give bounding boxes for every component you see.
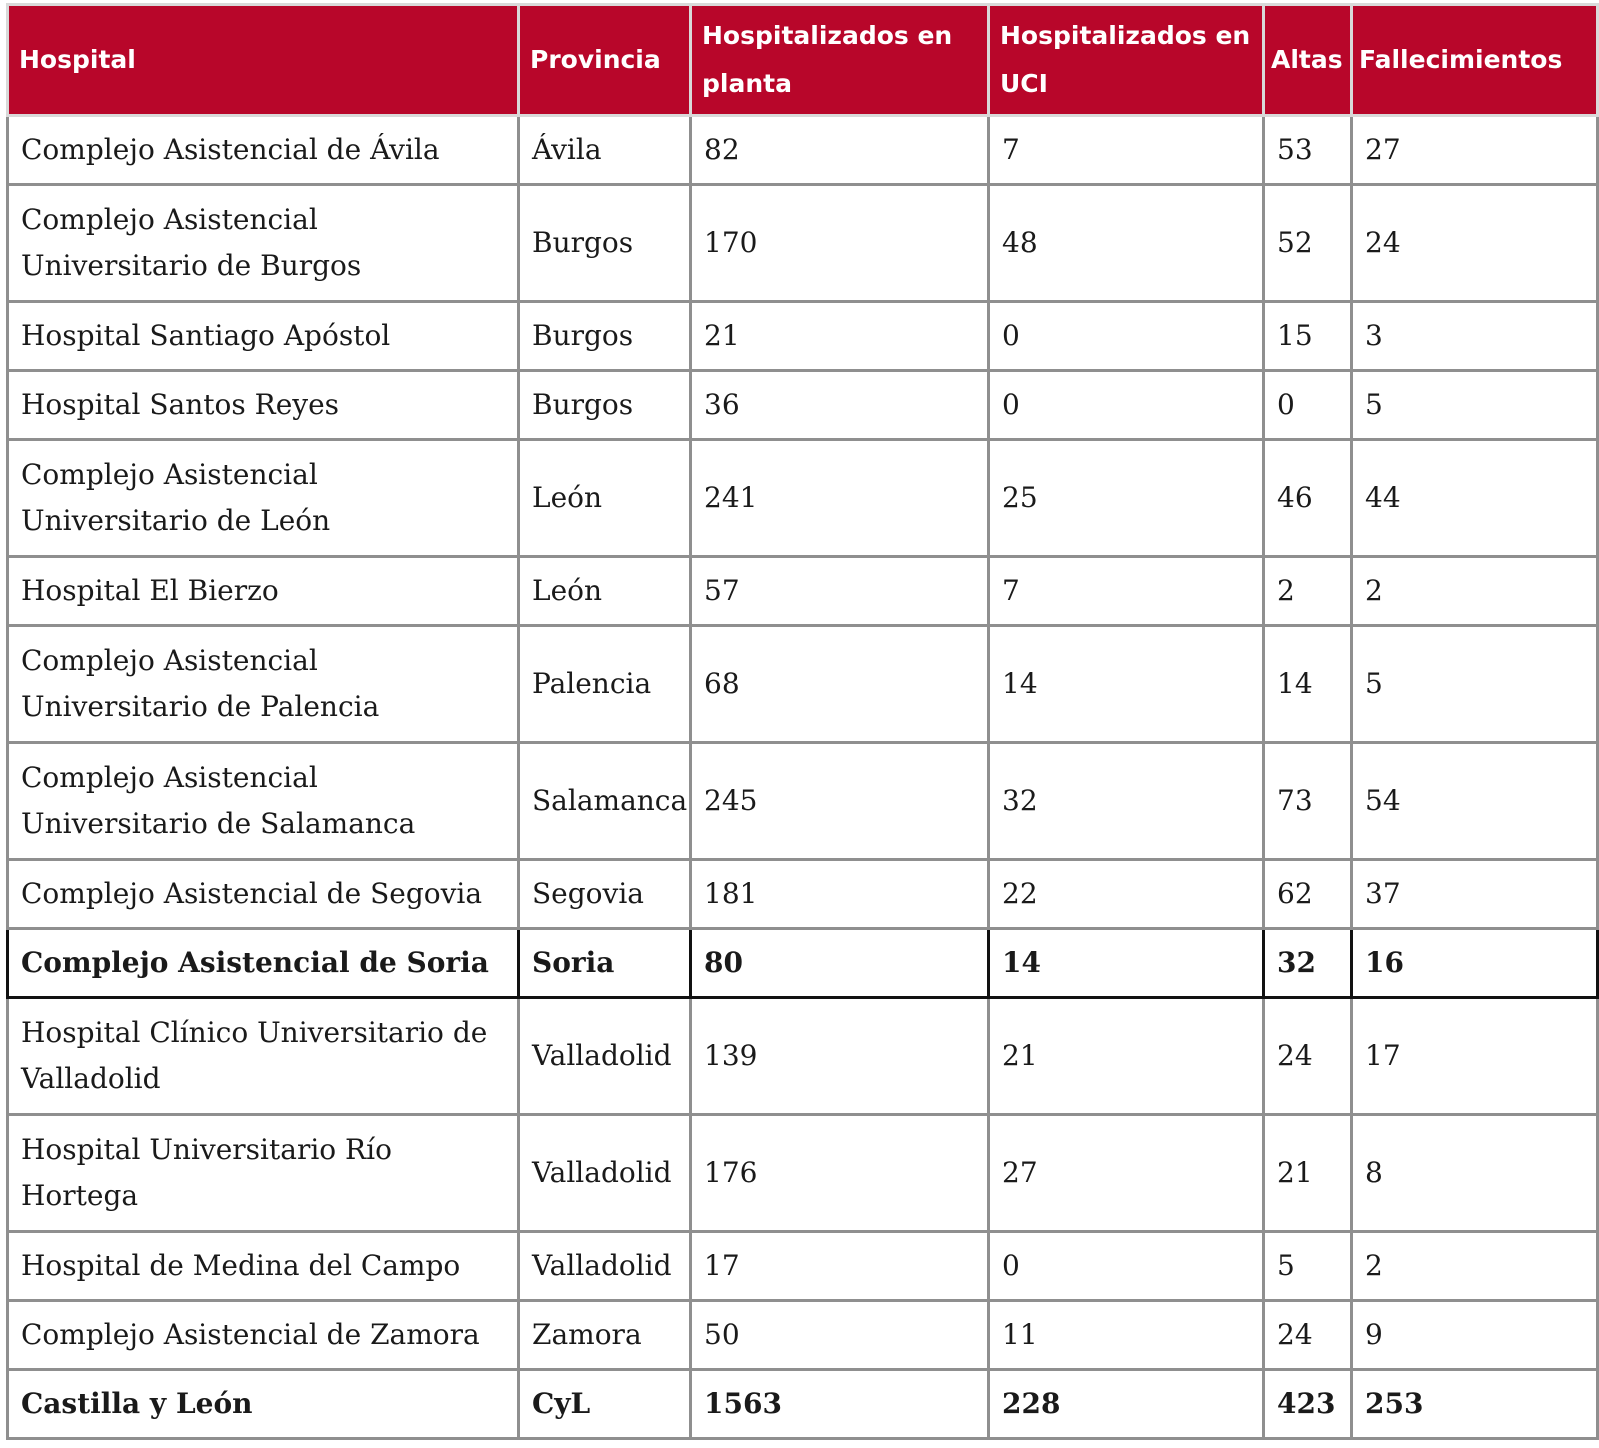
table-row (8, 440, 1598, 557)
cell-planta: 17 (691, 1232, 989, 1301)
cell-uci: 0 (989, 371, 1264, 440)
table-row (8, 929, 1598, 998)
cell-altas: 5 (1264, 1232, 1352, 1301)
cell-fallecimientos: 24 (1352, 185, 1598, 302)
cell-uci: 14 (989, 929, 1264, 998)
cell-altas: 62 (1264, 860, 1352, 929)
cell-planta: 181 (691, 860, 989, 929)
cell-hospital: Complejo Asistencial de Segovia (8, 860, 519, 929)
column-header-fallecimientos: Fallecimientos (1352, 5, 1598, 116)
cell-hospital: Hospital Santos Reyes (8, 371, 519, 440)
cell-planta: 245 (691, 743, 989, 860)
cell-uci: 32 (989, 743, 1264, 860)
cell-provincia: Zamora (519, 1301, 691, 1370)
cell-provincia: Valladolid (519, 1232, 691, 1301)
cell-fallecimientos: 3 (1352, 302, 1598, 371)
cell-fallecimientos: 253 (1352, 1370, 1598, 1439)
table-row (8, 185, 1598, 302)
cell-planta: 21 (691, 302, 989, 371)
cell-altas: 423 (1264, 1370, 1352, 1439)
cell-fallecimientos: 8 (1352, 1115, 1598, 1232)
cell-hospital: Castilla y León (8, 1370, 519, 1439)
table-row (8, 860, 1598, 929)
table-row (8, 116, 1598, 185)
cell-planta: 80 (691, 929, 989, 998)
cell-uci: 0 (989, 302, 1264, 371)
cell-hospital: Hospital de Medina del Campo (8, 1232, 519, 1301)
cell-fallecimientos: 27 (1352, 116, 1598, 185)
hospital-table (6, 3, 1599, 1440)
table-row (8, 1232, 1598, 1301)
cell-uci: 48 (989, 185, 1264, 302)
cell-planta: 170 (691, 185, 989, 302)
cell-provincia: León (519, 440, 691, 557)
column-header-uci: Hospitalizados en UCI (989, 5, 1264, 116)
column-header-provincia: Provincia (519, 5, 691, 116)
cell-uci: 228 (989, 1370, 1264, 1439)
table-row (8, 1115, 1598, 1232)
cell-planta: 57 (691, 557, 989, 626)
cell-uci: 27 (989, 1115, 1264, 1232)
cell-hospital: Hospital Santiago Apóstol (8, 302, 519, 371)
cell-altas: 52 (1264, 185, 1352, 302)
cell-provincia: Palencia (519, 626, 691, 743)
header-row (8, 5, 1598, 116)
cell-fallecimientos: 5 (1352, 371, 1598, 440)
cell-fallecimientos: 44 (1352, 440, 1598, 557)
cell-uci: 21 (989, 998, 1264, 1115)
cell-fallecimientos: 16 (1352, 929, 1598, 998)
cell-hospital: Complejo Asistencial de Soria (8, 929, 519, 998)
cell-altas: 2 (1264, 557, 1352, 626)
cell-planta: 139 (691, 998, 989, 1115)
cell-hospital: Complejo Asistencial Universitario de Burgos (8, 185, 519, 302)
column-header-planta: Hospitalizados en planta (691, 5, 989, 116)
cell-provincia: León (519, 557, 691, 626)
table-row (8, 626, 1598, 743)
cell-fallecimientos: 2 (1352, 557, 1598, 626)
cell-altas: 14 (1264, 626, 1352, 743)
cell-provincia: Burgos (519, 302, 691, 371)
cell-hospital: Complejo Asistencial de Zamora (8, 1301, 519, 1370)
cell-uci: 14 (989, 626, 1264, 743)
cell-hospital: Complejo Asistencial Universitario de León (8, 440, 519, 557)
table-row (8, 371, 1598, 440)
cell-altas: 53 (1264, 116, 1352, 185)
cell-provincia: Valladolid (519, 1115, 691, 1232)
cell-altas: 46 (1264, 440, 1352, 557)
cell-hospital: Hospital El Bierzo (8, 557, 519, 626)
column-header-altas: Altas (1264, 5, 1352, 116)
cell-altas: 15 (1264, 302, 1352, 371)
cell-planta: 36 (691, 371, 989, 440)
cell-uci: 7 (989, 557, 1264, 626)
cell-planta: 82 (691, 116, 989, 185)
cell-altas: 24 (1264, 1301, 1352, 1370)
cell-fallecimientos: 37 (1352, 860, 1598, 929)
cell-uci: 22 (989, 860, 1264, 929)
table-row (8, 302, 1598, 371)
column-header-hospital: Hospital (8, 5, 519, 116)
table-row (8, 998, 1598, 1115)
cell-planta: 241 (691, 440, 989, 557)
table-body (8, 116, 1598, 1439)
cell-altas: 0 (1264, 371, 1352, 440)
cell-planta: 176 (691, 1115, 989, 1232)
cell-planta: 68 (691, 626, 989, 743)
cell-altas: 21 (1264, 1115, 1352, 1232)
cell-uci: 0 (989, 1232, 1264, 1301)
cell-altas: 32 (1264, 929, 1352, 998)
cell-fallecimientos: 2 (1352, 1232, 1598, 1301)
cell-uci: 25 (989, 440, 1264, 557)
cell-hospital: Complejo Asistencial de Ávila (8, 116, 519, 185)
cell-planta: 1563 (691, 1370, 989, 1439)
cell-altas: 73 (1264, 743, 1352, 860)
cell-provincia: CyL (519, 1370, 691, 1439)
cell-hospital: Complejo Asistencial Universitario de Palencia (8, 626, 519, 743)
cell-uci: 7 (989, 116, 1264, 185)
cell-provincia: Soria (519, 929, 691, 998)
table-row (8, 1370, 1598, 1439)
cell-fallecimientos: 5 (1352, 626, 1598, 743)
cell-uci: 11 (989, 1301, 1264, 1370)
cell-fallecimientos: 17 (1352, 998, 1598, 1115)
cell-provincia: Burgos (519, 371, 691, 440)
cell-provincia: Valladolid (519, 998, 691, 1115)
cell-fallecimientos: 9 (1352, 1301, 1598, 1370)
cell-provincia: Segovia (519, 860, 691, 929)
cell-provincia: Burgos (519, 185, 691, 302)
cell-hospital: Hospital Clínico Universitario de Valladolid (8, 998, 519, 1115)
cell-planta: 50 (691, 1301, 989, 1370)
cell-altas: 24 (1264, 998, 1352, 1115)
table-row (8, 557, 1598, 626)
cell-provincia: Ávila (519, 116, 691, 185)
cell-fallecimientos: 54 (1352, 743, 1598, 860)
cell-provincia: Salamanca (519, 743, 691, 860)
cell-hospital: Hospital Universitario Río Hortega (8, 1115, 519, 1232)
table-row (8, 743, 1598, 860)
table-row (8, 1301, 1598, 1370)
cell-hospital: Complejo Asistencial Universitario de Salamanca (8, 743, 519, 860)
